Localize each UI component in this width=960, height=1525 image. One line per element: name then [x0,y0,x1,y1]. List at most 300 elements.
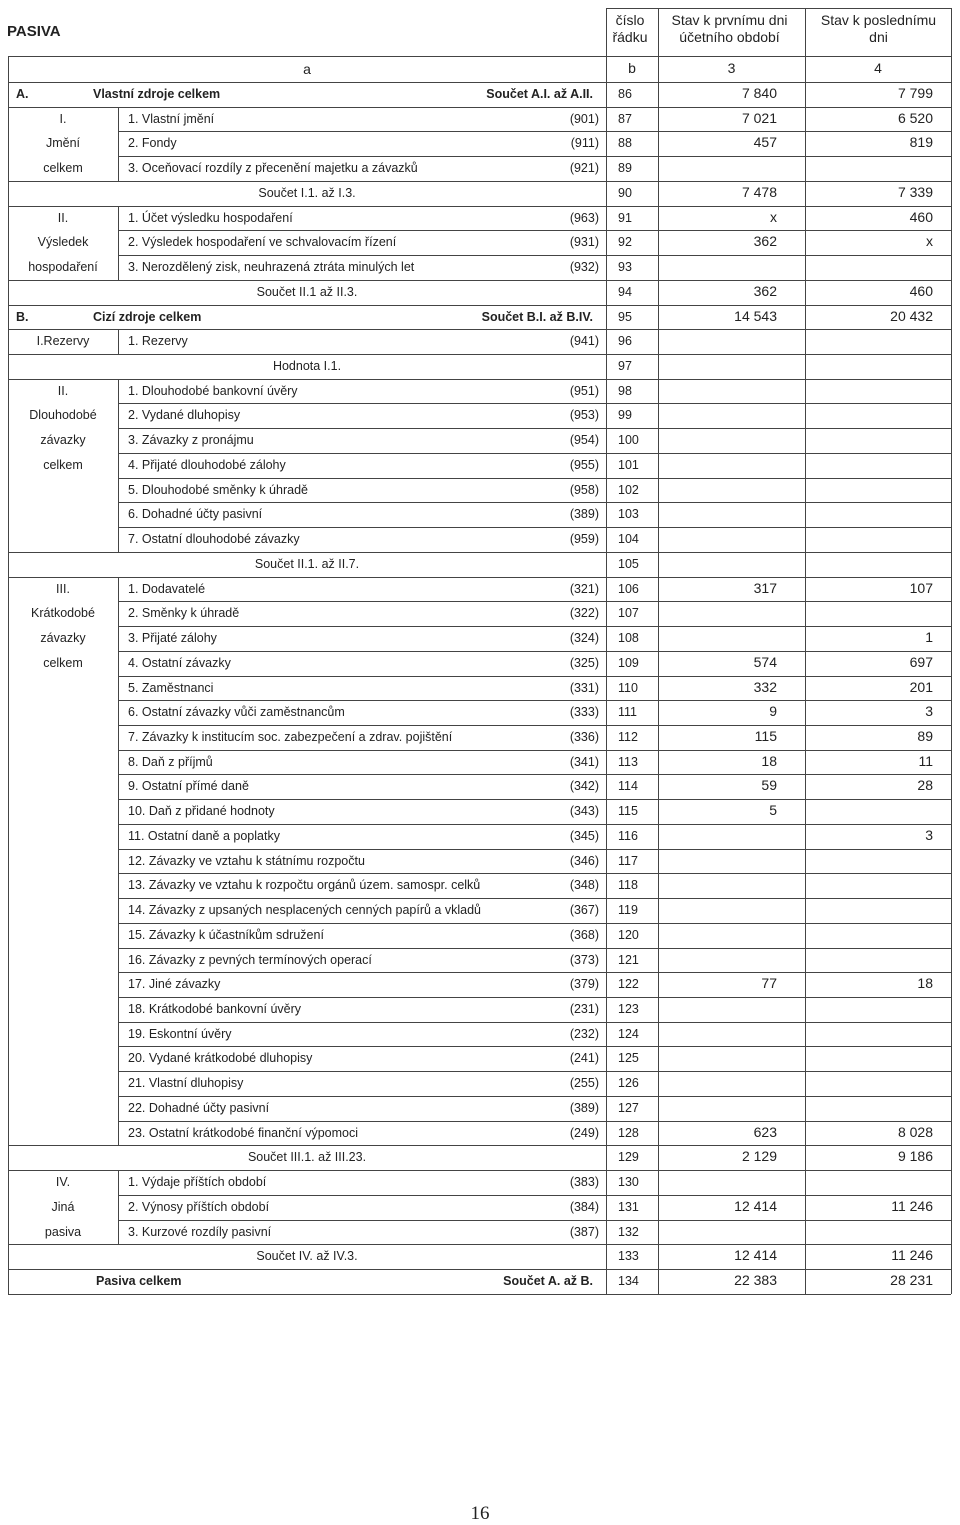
section-sum-note: Součet B.I. až B.IV. [481,309,593,324]
row-label: 11. Ostatní daně a poplatky [128,828,280,843]
row-label: 15. Závazky k účastníkům sdružení [128,927,324,942]
hdr-cislo-line: řádku [612,29,648,45]
value-last-day: 201 [909,678,933,695]
row-number: 127 [618,1100,639,1115]
account-code: (322) [569,606,599,621]
value-last-day: 7 339 [897,183,933,200]
value-last-day: 89 [917,727,933,744]
group-divider [118,478,119,503]
account-code: (373) [569,952,599,967]
subtotal-label: Součet IV. až IV.3. [256,1249,358,1264]
value-last-day: 460 [909,208,933,225]
account-code: (346) [569,853,599,868]
liabilities-table [8,56,951,1301]
row-label: 6. Dohadné účty pasivní [128,507,263,522]
group-label: Krátkodobé [31,606,95,621]
row-number: 117 [618,853,638,868]
row-label: 4. Ostatní závazky [128,655,231,670]
group-divider [118,774,119,799]
value-last-day: 460 [909,282,933,299]
account-code: (901) [569,111,599,126]
value-last-day: 28 [917,777,933,794]
row-number: 109 [618,655,639,670]
group-divider [118,824,119,849]
account-code: (341) [569,754,599,769]
group-divider [118,1220,119,1245]
row-label: 21. Vlastní dluhopisy [128,1076,244,1091]
group-divider [118,972,119,997]
group-divider [118,1022,119,1047]
group-label: I. [59,111,67,126]
row-number: 94 [618,284,632,299]
row-label: 9. Ostatní přímé daně [128,779,249,794]
group-divider [118,1121,119,1146]
row-label: 6. Ostatní závazky vůči zaměstnancům [128,705,345,720]
row-label: 5. Zaměstnanci [128,680,214,695]
group-label: II. [57,383,69,398]
row-label: 7. Závazky k institucím soc. zabezpečení a zdrav. pojištění [128,729,453,744]
row-label: 1. Dlouhodobé bankovní úvěry [128,383,298,398]
row-number: 122 [618,977,639,992]
account-code: (959) [569,532,599,547]
account-code: (333) [569,705,599,720]
account-code: (255) [569,1076,599,1091]
group-divider [118,453,119,478]
group-label: I.Rezervy [36,334,90,349]
value-last-day: 11 246 [891,1197,933,1214]
row-line [118,1022,951,1023]
row-line [118,948,951,949]
subtotal-label: Součet II.1. až II.7. [254,556,360,571]
row-number: 95 [618,309,632,324]
hdr-cislo-line: číslo [615,12,645,28]
value-last-day: 8 028 [897,1123,933,1140]
row-label: 5. Dlouhodobé směnky k úhradě [128,482,308,497]
value-first-day: 12 414 [734,1247,777,1264]
group-divider [118,923,119,948]
row-line [118,1046,951,1047]
row-number: 106 [618,581,639,596]
account-code: (963) [569,210,599,225]
account-code: (931) [569,235,599,250]
row-line [118,651,951,652]
value-first-day: x [770,208,777,225]
account-code: (232) [569,1026,599,1041]
row-label: 10. Daň z přidané hodnoty [128,804,275,819]
group-divider [118,873,119,898]
value-first-day: 5 [769,802,777,819]
group-label: hospodaření [28,260,98,275]
section-sum-note: Součet A.I. až A.II. [486,87,593,101]
row-line [118,824,951,825]
row-line [118,601,951,602]
subtotal-label: Součet II.1 až II.3. [256,284,358,299]
group-divider [118,626,119,651]
group-label: celkem [43,457,83,472]
group-label: závazky [40,631,86,646]
row-label: 7. Ostatní dlouhodobé závazky [128,532,300,547]
page-number: 16 [470,1503,490,1524]
group-divider [118,725,119,750]
row-line [8,379,951,380]
row-line [118,774,951,775]
value-last-day: 11 [918,752,933,769]
row-number: 112 [618,729,638,744]
row-line [118,255,951,256]
row-line [118,898,951,899]
section-title: Cizí zdroje celkem [93,309,202,324]
row-number: 129 [618,1150,639,1165]
row-number: 125 [618,1051,639,1066]
header-top-line [606,8,951,9]
row-line [118,1096,951,1097]
row-number: 116 [618,828,638,843]
row-line [8,1269,951,1270]
hdr-c3-line: účetního období [679,29,780,45]
row-number: 90 [618,185,632,200]
row-line [8,1145,951,1146]
group-divider [118,676,119,701]
row-line [118,750,951,751]
account-code: (389) [569,1100,599,1115]
value-first-day: 18 [761,752,777,769]
row-number: 102 [618,482,639,497]
row-number: 131 [618,1199,639,1214]
row-label: 1. Rezervy [128,334,188,349]
row-line [118,923,951,924]
row-label: 3. Oceňovací rozdíly z přecenění majetku a závazků [128,161,418,176]
table-border-right [951,56,952,1294]
group-divider [118,329,119,354]
row-number: 105 [618,556,639,571]
row-line [118,725,951,726]
value-first-day: 77 [761,975,777,992]
account-code: (941) [569,334,599,349]
group-divider [118,502,119,527]
group-label: Jmění [45,136,81,151]
row-number: 120 [618,927,639,942]
subheader-a: a [303,61,311,77]
row-line [118,230,951,231]
row-line [118,403,951,404]
row-label: 12. Závazky ve vztahu k státnímu rozpočtu [128,853,365,868]
group-label: Dlouhodobé [29,408,97,423]
group-divider [118,1096,119,1121]
hdr-c4-line: Stav k poslednímu [820,12,937,28]
value-first-day: 574 [753,653,777,670]
group-divider [118,107,119,132]
row-label: 1. Výdaje příštích období [128,1175,267,1190]
account-code: (348) [569,878,599,893]
section-sum-note: Součet A. až B. [503,1274,593,1289]
group-divider [118,1195,119,1220]
account-code: (911) [570,136,599,151]
row-number: 108 [618,631,639,646]
row-label: 3. Přijaté zálohy [128,631,217,646]
row-line [8,181,951,182]
row-line [8,305,951,306]
value-last-day: 18 [917,975,933,992]
row-line [118,700,951,701]
group-label: Jiná [51,1199,75,1214]
row-label: 4. Přijaté dlouhodobé zálohy [128,457,286,472]
row-number: 119 [618,903,638,918]
row-line [118,972,951,973]
value-first-day: 9 [769,703,777,720]
row-label: 20. Vydané krátkodobé dluhopisy [128,1051,313,1066]
row-number: 104 [618,532,639,547]
group-divider [118,577,119,602]
col-divider [951,8,952,56]
group-divider [118,799,119,824]
row-label: 17. Jiné závazky [128,977,221,992]
group-divider [118,849,119,874]
row-number: 134 [618,1274,639,1289]
account-code: (325) [569,655,599,670]
row-number: 91 [618,210,632,225]
hdr-c4-line: dni [869,29,888,45]
table-border-top [8,56,951,57]
row-line [8,1294,951,1295]
group-label: pasiva [44,1224,82,1239]
group-label: Výsledek [37,235,89,250]
group-divider [118,527,119,552]
account-code: (951) [569,383,599,398]
account-code: (383) [569,1175,599,1190]
row-label: 14. Závazky z upsaných nesplacených cenných papírů a vkladů [128,903,481,918]
account-code: (953) [569,408,599,423]
value-first-day: 22 383 [734,1272,777,1289]
value-last-day: 107 [909,579,933,596]
row-number: 89 [618,161,632,176]
value-first-day: 317 [753,579,777,596]
row-number: 121 [618,952,639,967]
group-divider [118,651,119,676]
group-divider [118,700,119,725]
account-code: (389) [569,507,599,522]
account-code: (379) [569,977,599,992]
subtotal-label: Součet I.1. až I.3. [258,185,356,200]
value-last-day: 3 [925,703,933,720]
account-code: (343) [569,804,599,819]
account-code: (321) [569,581,599,596]
account-code: (324) [569,631,599,646]
page-title: PASIVA [7,23,61,40]
value-last-day: 20 432 [890,307,933,324]
value-first-day: 623 [753,1123,777,1140]
account-code: (336) [569,729,599,744]
value-first-day: 59 [761,777,777,794]
group-divider [118,1071,119,1096]
header-last-day [805,12,952,46]
value-first-day: 457 [753,134,777,151]
row-line [118,131,951,132]
value-last-day: 28 231 [890,1272,933,1289]
row-label: 1. Vlastní jmění [128,111,215,126]
row-number: 113 [618,754,638,769]
group-divider [118,131,119,156]
row-number: 123 [618,1002,639,1016]
value-first-day: 14 543 [734,307,777,324]
row-line [118,478,951,479]
row-line [118,453,951,454]
row-number: 107 [618,606,639,621]
account-code: (958) [569,482,599,497]
row-line [118,156,951,157]
row-label: 2. Fondy [128,136,177,151]
group-divider [118,898,119,923]
account-code: (345) [569,828,599,843]
account-code: (955) [569,457,599,472]
value-last-day: x [926,233,933,250]
group-label: celkem [43,161,83,176]
row-line [118,997,951,998]
group-label: IV. [55,1175,71,1190]
value-first-day: 7 021 [741,109,777,126]
value-first-day: 362 [753,233,777,250]
row-label: 2. Výsledek hospodaření ve schvalovacím řízení [128,235,397,250]
subtotal-label: Součet III.1. až III.23. [247,1150,367,1165]
group-label: II. [57,210,69,225]
value-first-day: 362 [753,282,777,299]
row-number: 99 [618,408,632,423]
account-code: (932) [569,260,599,275]
group-label: celkem [43,655,83,670]
section-label: A. [16,87,29,101]
row-number: 93 [618,260,632,275]
row-number: 132 [618,1224,639,1239]
group-divider [118,206,119,231]
account-code: (241) [569,1051,599,1066]
row-number: 118 [618,878,638,893]
total-title: Pasiva celkem [96,1274,182,1289]
value-last-day: 6 520 [897,109,933,126]
value-first-day: 7 840 [741,85,777,101]
account-code: (954) [569,433,599,448]
row-line [118,799,951,800]
subheader-b: b [628,60,636,76]
subheader-3: 3 [727,60,736,76]
row-number: 110 [618,680,638,695]
group-divider [118,156,119,181]
row-number: 101 [618,457,639,472]
row-line [118,626,951,627]
hdr-c3-line: Stav k prvnímu dni [671,12,788,28]
row-number: 98 [618,383,632,398]
row-number: 124 [618,1026,639,1041]
group-label: III. [56,581,70,596]
row-number: 86 [618,87,632,101]
value-last-day: 3 [925,826,933,843]
row-line [118,428,951,429]
row-number: 100 [618,433,639,448]
value-last-day: 819 [909,134,933,151]
row-line [8,552,951,553]
group-divider [118,230,119,255]
row-line [118,1071,951,1072]
account-code: (387) [569,1224,599,1239]
row-label: 22. Dohadné účty pasivní [128,1100,270,1115]
group-divider [118,1046,119,1071]
row-label: 1. Dodavatelé [128,581,206,596]
value-first-day: 2 129 [741,1148,777,1165]
group-divider [118,997,119,1022]
group-divider [118,601,119,626]
value-last-day: 9 186 [897,1148,933,1165]
row-line [8,354,951,355]
account-code: (367) [569,903,599,918]
row-number: 133 [618,1249,639,1264]
row-line [118,676,951,677]
subheader-4: 4 [874,60,882,76]
row-line [118,1195,951,1196]
group-divider [118,1170,119,1195]
row-number: 103 [618,507,639,522]
value-last-day: 1 [925,629,933,646]
row-number: 111 [618,705,638,720]
account-code: (331) [569,680,599,695]
group-divider [118,750,119,775]
row-number: 96 [618,334,632,349]
row-label: 3. Kurzové rozdíly pasivní [128,1224,272,1239]
row-line [8,329,951,330]
row-number: 92 [618,235,632,250]
value-first-day: 115 [754,727,777,744]
account-code: (342) [569,779,599,794]
row-number: 130 [618,1175,639,1190]
row-line [118,502,951,503]
value-first-day: 332 [753,678,777,695]
row-label: 2. Vydané dluhopisy [128,408,241,423]
row-label: 2. Směnky k úhradě [128,606,240,621]
row-number: 88 [618,136,632,151]
section-title: Vlastní zdroje celkem [93,87,221,101]
group-divider [118,255,119,280]
row-label: 23. Ostatní krátkodobé finanční výpomoci [128,1125,358,1140]
account-code: (368) [569,927,599,942]
value-last-day: 7 799 [897,85,933,101]
row-line [8,107,951,108]
row-number: 126 [618,1076,639,1091]
row-line [8,206,951,207]
value-last-day: 697 [909,653,933,670]
row-label: 8. Daň z příjmů [128,754,213,769]
header-first-day [657,12,802,46]
group-divider [118,379,119,404]
group-divider [118,428,119,453]
row-number: 97 [618,359,632,374]
row-label: 3. Závazky z pronájmu [128,433,254,448]
row-label: 19. Eskontní úvěry [128,1026,232,1041]
group-divider [118,403,119,428]
value-first-day: 12 414 [734,1197,777,1214]
row-line [118,849,951,850]
row-line [8,1244,951,1245]
row-number: 115 [618,804,638,819]
value-last-day: 11 246 [891,1247,933,1264]
group-label: závazky [40,433,86,448]
row-number: 128 [618,1125,639,1140]
account-code: (384) [569,1199,599,1214]
header-bottom-line [8,82,951,83]
row-line [118,527,951,528]
row-label: 18. Krátkodobé bankovní úvěry [128,1002,302,1016]
group-divider [118,948,119,973]
row-number: 114 [618,779,638,794]
row-line [8,1170,951,1171]
subtotal-label: Hodnota I.1. [272,359,342,374]
section-label: B. [16,309,29,324]
